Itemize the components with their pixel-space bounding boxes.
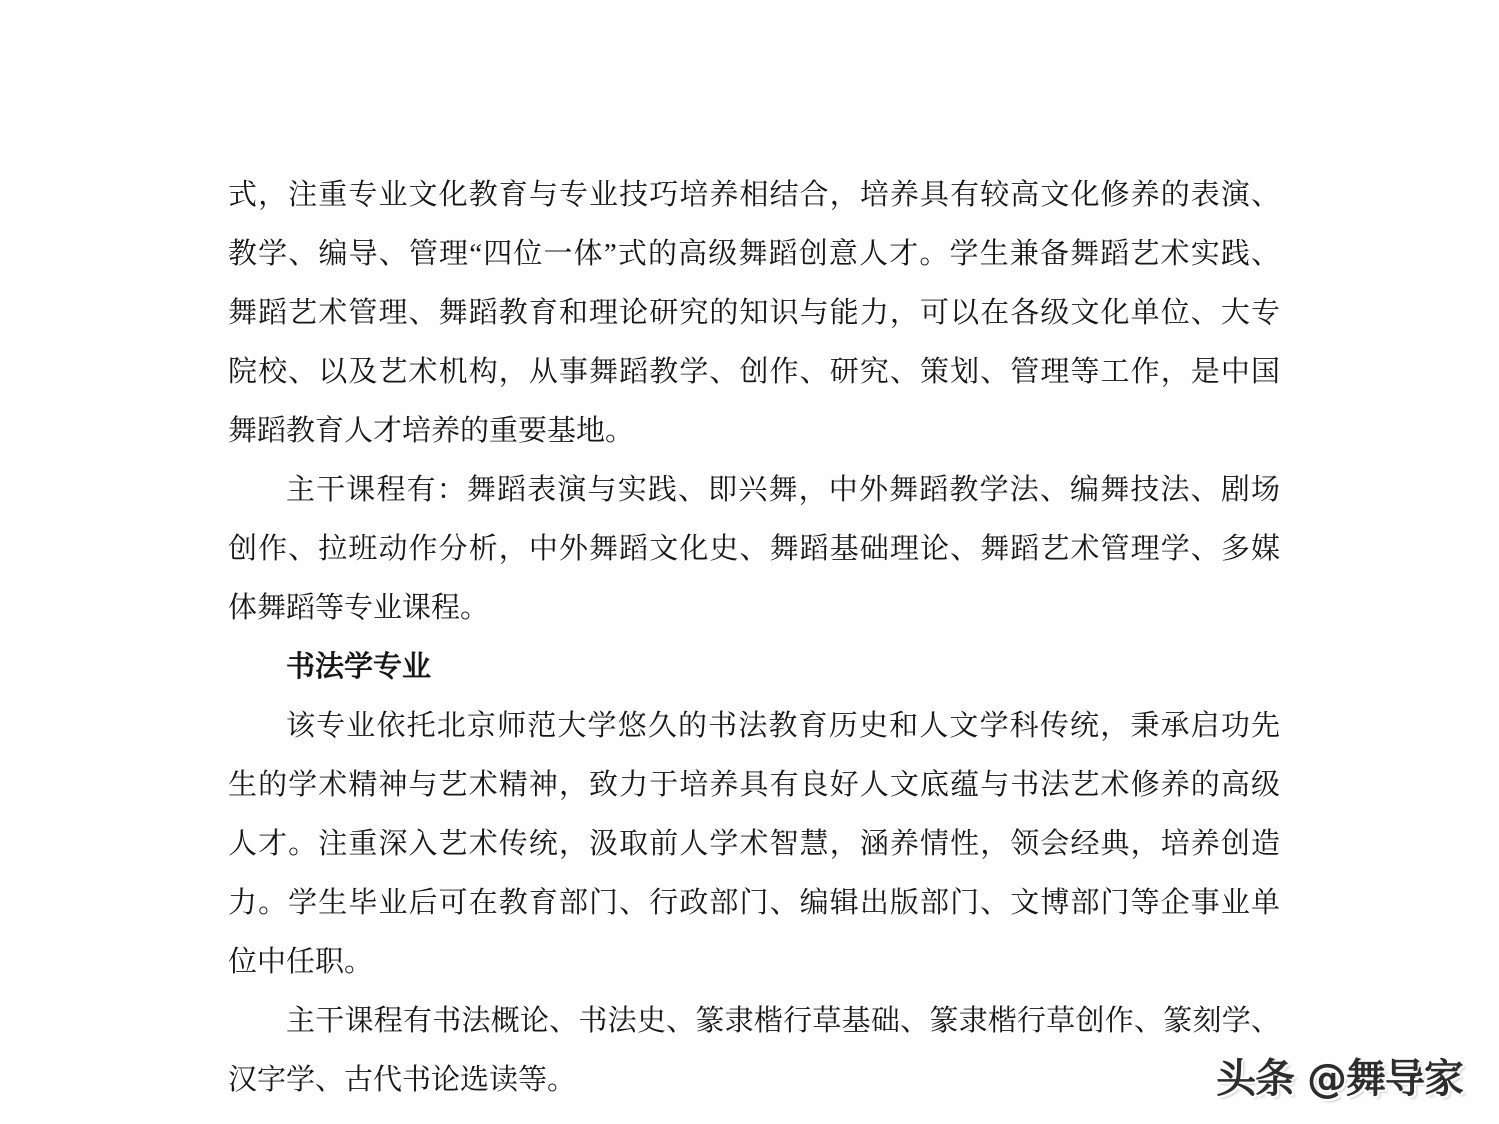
text-line: 舞蹈教育人才培养的重要基地。: [228, 415, 635, 447]
section-heading-calligraphy: 书法学专业: [286, 651, 432, 683]
text-content: [228, 166, 1280, 1110]
text-line: 力。学生毕业后可在教育部门、行政部门、编辑出版部门、文博部门等企事业单: [228, 887, 1280, 919]
text-line: 创作、拉班动作分析，中外舞蹈文化史、舞蹈基础理论、舞蹈艺术管理学、多媒: [228, 533, 1280, 565]
text-line: 体舞蹈等专业课程。: [228, 592, 490, 624]
text-line: 院校、以及艺术机构，从事舞蹈教学、创作、研究、策划、管理等工作，是中国: [228, 356, 1280, 388]
text-line: 舞蹈艺术管理、舞蹈教育和理论研究的知识与能力，可以在各级文化单位、大专: [228, 297, 1280, 329]
text-line: 生的学术精神与艺术精神，致力于培养具有良好人文底蕴与书法艺术修养的高级: [228, 769, 1280, 801]
text-line: 人才。注重深入艺术传统，汲取前人学术智慧，涵养情性，领会经典，培养创造: [228, 828, 1280, 860]
text-line: 汉字学、古代书论选读等。: [228, 1064, 577, 1096]
text-line: 主干课程有：舞蹈表演与实践、即兴舞，中外舞蹈教学法、编舞技法、剧场: [286, 474, 1280, 506]
text-line: 位中任职。: [228, 946, 374, 978]
watermark: 头条 @舞导家: [1216, 1056, 1463, 1102]
text-line: 教学、编导、管理“四位一体”式的高级舞蹈创意人才。学生兼备舞蹈艺术实践、: [228, 238, 1280, 270]
text-line: 式，注重专业文化教育与专业技巧培养相结合，培养具有较高文化修养的表演、: [228, 179, 1280, 211]
text-line: 主干课程有书法概论、书法史、篆隶楷行草基础、篆隶楷行草创作、篆刻学、: [286, 1005, 1280, 1037]
text-line: 该专业依托北京师范大学悠久的书法教育历史和人文学科传统，秉承启功先: [286, 710, 1280, 742]
